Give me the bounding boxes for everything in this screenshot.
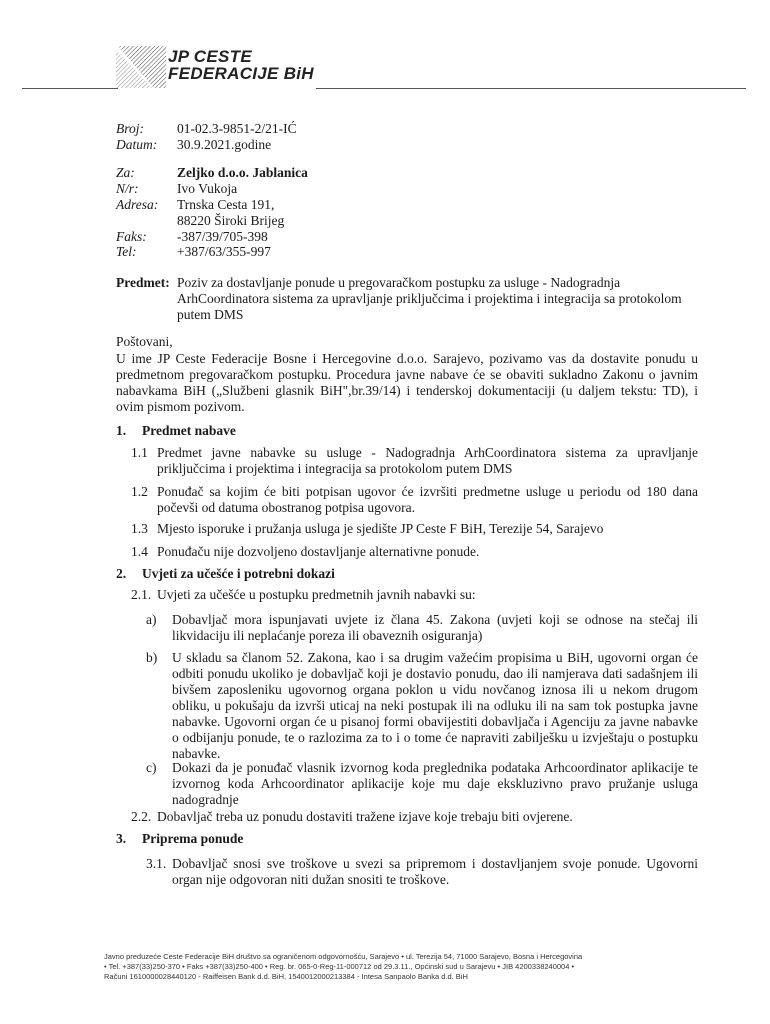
item-1-4-number: 1.4 xyxy=(131,544,148,559)
broj-label: Broj: xyxy=(116,121,144,136)
section-2-number: 2. xyxy=(116,566,127,581)
brand-line-1: JP CESTE xyxy=(168,47,252,66)
item-c-text: Dokazi da je ponuđač vlasnik izvornog koda preglednika podataka Arhcoordinator aplikacije te izvornog koda Arhcoordinator aplikacije koje mu daje ekskluzivno pravo pružanje usluga nadogradnje xyxy=(172,760,698,807)
item-1-3-text: Mjesto isporuke i pružanja usluga je sjedište JP Ceste F BiH, Terezije 54, Sarajevo xyxy=(157,521,604,536)
footer-line-1: Javno preduzeće Ceste Federacije BiH društvo sa ograničenom odgovornošću, Sarajevo • ul. Terezija 54, 71000 Sarajevo, Bosna i Hercegovina xyxy=(104,952,583,961)
item-1-4 xyxy=(131,544,698,561)
item-1-1 xyxy=(131,445,698,479)
adresa-label: Adresa: xyxy=(116,197,159,212)
datum-label: Datum: xyxy=(116,137,158,152)
item-1-3 xyxy=(131,521,698,538)
intro-paragraph: U ime JP Ceste Federacije Bosne i Hercegovine d.o.o. Sarajevo, pozivamo vas da dostavite ponudu u predmetnom pregovaračkom postupku. Procedura javne nabave će se obaviti sukladno Zakonu o javnim nabavkama BiH („Službeni glasnik BiH",br.39/14) i tenderskoj dokumentaciji (u daljem tekstu: TD), i ovim pismom pozivom. xyxy=(116,351,698,414)
item-1-3-number: 1.3 xyxy=(131,521,148,536)
subject-text: Poziv za dostavljanje ponude u pregovaračkom postupku za usluge - Nadogradnja ArhCoordinatora sistema za upravljanje priključcima i projektima i integracija sa protokolom putem DMS xyxy=(177,275,682,322)
section-3-heading xyxy=(116,831,243,847)
item-1-4-text: Ponuđaču nije dozvoljeno dostavljanje alternativne ponude. xyxy=(157,544,480,559)
section-3-number: 3. xyxy=(116,831,127,846)
item-2-2-text: Dobavljač treba uz ponudu dostaviti tražene izjave koje trebaju biti ovjerene. xyxy=(157,809,573,824)
adresa-line-2: 88220 Široki Brijeg xyxy=(177,213,285,228)
item-2-1-c xyxy=(146,760,698,810)
nr-label: N/r: xyxy=(116,181,139,196)
footer-line-2: • Tel. +387(33)250-370 • Faks +387(33)250-400 • Reg. br. 065-0-Reg-11-000712 od 29.3.11., Općinski sud u Sarajevu • JIB 4200338240004 • xyxy=(104,962,575,971)
section-1-heading xyxy=(116,423,236,439)
faks-label: Faks: xyxy=(116,229,147,244)
item-a-label: a) xyxy=(146,612,157,627)
item-2-2 xyxy=(131,809,698,826)
item-a-text: Dobavljač mora ispunjavati uvjete iz člana 45. Zakona (uvjeti koji se odnose na stečaj ili likvidaciju ili neplaćanje poreza ili obaveznih osiguranja) xyxy=(172,612,698,643)
header-rule-left xyxy=(22,88,118,89)
section-1-title: Predmet nabave xyxy=(142,423,236,438)
za-label: Za: xyxy=(116,165,135,180)
faks-value: -387/39/705-398 xyxy=(177,229,268,244)
section-1-number: 1. xyxy=(116,423,127,438)
datum-value: 30.9.2021.godine xyxy=(177,137,272,152)
item-2-1-b xyxy=(146,650,698,762)
nr-value: Ivo Vukoja xyxy=(177,181,238,196)
item-b-text: U skladu sa članom 52. Zakona, kao i sa drugim važećim propisima u BiH, ugovorni organ će odbiti ponudu ukoliko je dobavljač koji je dostavio ponudu, dao ili namjerava dati sadašnjem ili bivšem zaposleniku ugovornog organa poklon u vidu novčanog iznosa ili u nekom drugom obliku, u pokušaju da izvrši uticaj na neki postupak ili na odluku ili na sam tok postupka javne nabavke. Ugovorni organ će u pisanoj formi obavijestiti dobavljača i Agenciju za javne nabavke o odbijanju ponude, te o razlozima za to i o tome će napraviti zabilješku u izvještaju o postupku nabavke. xyxy=(172,650,698,761)
item-3-1-number: 3.1. xyxy=(146,856,167,871)
road-stripes-logo-icon xyxy=(114,44,174,90)
letter-footer xyxy=(104,952,704,982)
section-2-title: Uvjeti za učešće i potrebni dokazi xyxy=(142,566,335,581)
section-3-title: Priprema ponude xyxy=(142,831,244,846)
tel-value: +387/63/355-997 xyxy=(177,244,271,259)
item-1-1-text: Predmet javne nabavke su usluge - Nadogradnja ArhCoordinatora sistema za upravljanje priključcima i projektima i integracija sa protokolom putem DMS xyxy=(157,445,698,476)
item-c-label: c) xyxy=(146,760,157,775)
item-1-2-number: 1.2 xyxy=(131,484,148,499)
tel-label: Tel: xyxy=(116,244,137,259)
item-2-1-text: Uvjeti za učešće u postupku predmetnih javnih nabavki su: xyxy=(157,587,476,602)
footer-line-3: Računi 1610000028440120 - Raiffeisen Bank d.d. BiH, 1540012000213384 - Intesa Sanpaolo Banka d.d. BiH xyxy=(104,972,468,981)
item-2-1 xyxy=(131,587,698,604)
item-3-1 xyxy=(146,856,698,890)
header-rule-right xyxy=(316,88,746,89)
adresa-line-1: Trnska Cesta 191, xyxy=(177,197,275,212)
subject-label: Predmet: xyxy=(116,275,170,290)
item-2-2-number: 2.2. xyxy=(131,809,152,824)
item-1-2-text: Ponuđač sa kojim će biti potpisan ugovor će izvršiti predmetne usluge u periodu od 180 dana počevši od datuma obostranog potpisa ugovora. xyxy=(157,484,698,515)
brand-line-2: FEDERACIJE BiH xyxy=(168,64,314,83)
item-1-1-number: 1.1 xyxy=(131,445,148,460)
item-2-1-number: 2.1. xyxy=(131,587,152,602)
item-b-label: b) xyxy=(146,650,158,665)
section-2-heading xyxy=(116,566,335,582)
broj-value: 01-02.3-9851-2/21-IĆ xyxy=(177,121,297,136)
item-1-2 xyxy=(131,484,698,518)
za-value: Zeljko d.o.o. Jablanica xyxy=(177,165,308,180)
greeting: Poštovani, xyxy=(116,334,173,349)
item-3-1-text: Dobavljač snosi sve troškove u svezi sa pripremom i dostavljanjem svoje ponude. Ugovorni organ nije odgovoran niti dužan snositi te troškove. xyxy=(172,856,698,887)
brand-name xyxy=(168,48,314,82)
item-2-1-a xyxy=(146,612,698,646)
